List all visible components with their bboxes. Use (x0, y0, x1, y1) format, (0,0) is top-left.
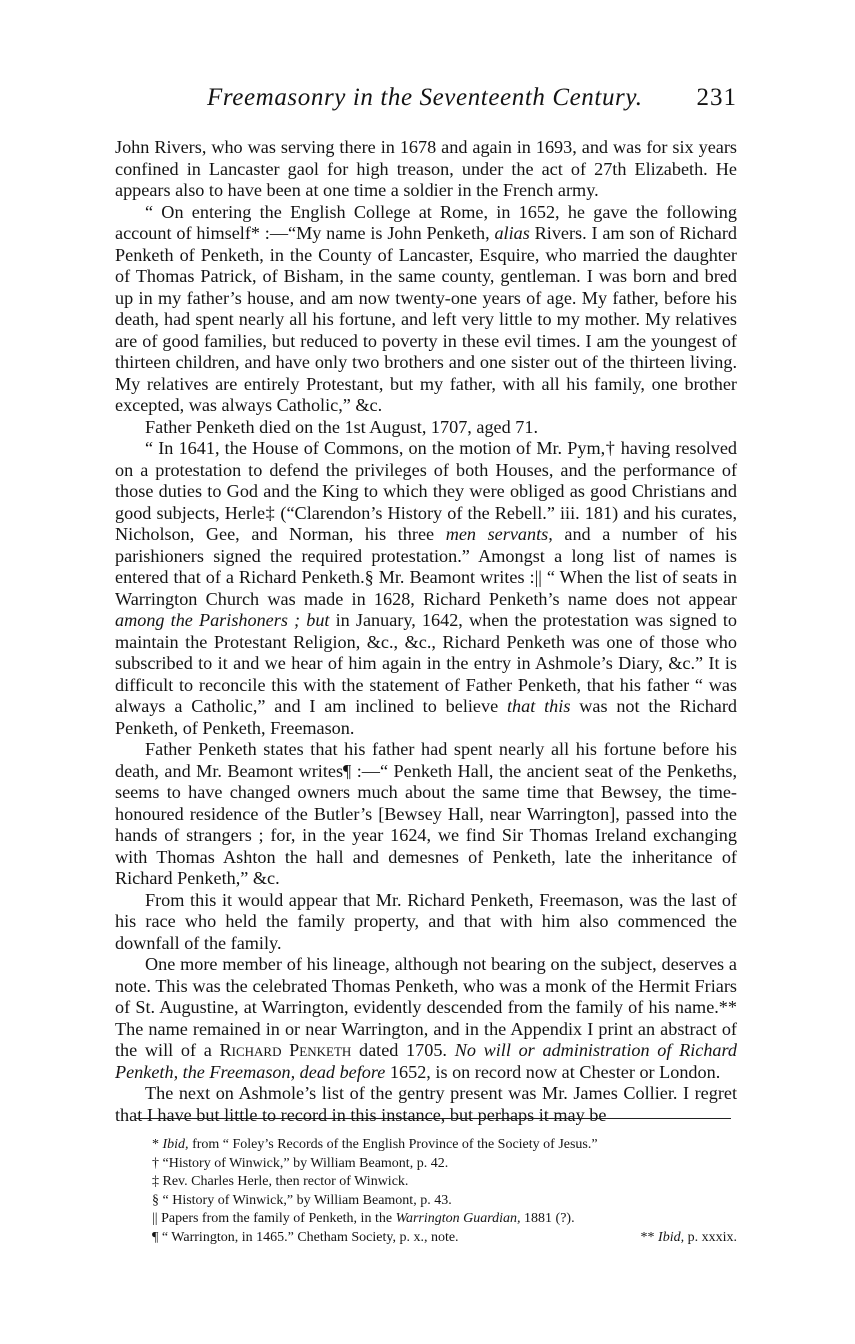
paragraph-8: The next on Ashmole’s list of the gentry present was Mr. James Collier. I regret that I have but little to record in this instance, but perhaps it may be (115, 1083, 737, 1125)
will-italic: No will or administration of Richard Penketh, the Freemason, dead before (115, 1040, 738, 1082)
alias-italic: alias (494, 223, 530, 243)
running-title: Freemasonry in the Seventeenth Century. (207, 84, 643, 111)
footnote-1: * Ibid, from “ Foley’s Records of the English Province of the Society of Jesus.” (152, 1137, 598, 1152)
paragraph-7: One more member of his lineage, although not bearing on the subject, deserves a note. This was the celebrated Thomas Penketh, who was a monk of the Hermit Friars of St. Augustine, at Warrington, evidently descended from the family of his name.** The name remained in or near Warrington, and in the Appendix I print an abstract of the will of a Richard Penketh dated 1705. No will or administration of Richard Penketh, the Freemason, dead before 1652, is on record now at Chester or London. (115, 954, 738, 1082)
footnote-3: ‡ Rev. Charles Herle, then rector of Winwick. (152, 1174, 409, 1190)
men-servants-italic: men servants, (445, 524, 553, 544)
footnote-rule (136, 1118, 731, 1119)
footnote-5: || Papers from the family of Penketh, in the Warrington Guardian, 1881 (?). (152, 1211, 575, 1227)
page-number: 231 (696, 84, 737, 111)
body-text (115, 137, 737, 1126)
page-header (115, 84, 737, 124)
footnote-4: § “ History of Winwick,” by William Beamont, p. 43. (152, 1192, 452, 1208)
parishioners-italic: among the Parishoners ; (115, 610, 301, 630)
paragraph-2: “ On entering the English College at Rome, in 1652, he gave the following account of himself* :—“My name is John Penketh, alias Rivers. I am son of Richard Penketh of Penketh, in the County of Lancaster, Esquire, who married the daughter of Thomas Patrick, of Bisham, in the same county, gentleman. I was born and bred up in my father’s house, and am now twenty-one years of age. My father, before his death, had spent nearly all his fortune, and left very little to my mother. My relatives are of good families, but reduced to poverty in these evil times. I am the youngest of thirteen children, and have only two brothers and one sister out of the thirteen living. My relatives are entirely Protestant, but my father, with all his family, one brother excepted, was always Catholic,” &c. (115, 201, 737, 415)
footnotes (152, 1136, 737, 1248)
paragraph-5: Father Penketh states that his father had spent nearly all his fortune before his death, and Mr. Beamont writes¶ :—“ Penketh Hall, the ancient seat of the Penkeths, seems to have changed owners much about the same time that Bewsey, the time-honoured residence of the Butler’s [Bewsey Hall, near Warrington], passed into the hands of strangers ; for, in the year 1624, we find Sir Thomas Ireland exchanging with Thomas Ashton the hall and demesnes of Penketh, late the inheritance of Richard Penketh,” &c. (115, 739, 737, 888)
paragraph-4: “ In 1641, the House of Commons, on the motion of Mr. Pym,† having resolved on a protestation to defend the privileges of both Houses, and the performance of those duties to God and the King to which they were obliged as good Christians and good subjects, Herle‡ (“Clarendon’s History of the Rebell.” iii. 181) and his curates, Nicholson, Gee, and Norman, his three men servants, and a number of his parishioners signed the required protestation.” Amongst a long list of names is entered that of a Richard Penketh.§ Mr. Beamont writes :|| “ When the list of seats in Warrington Church was made in 1628, Richard Penketh’s name does not appear among the Parishoners ; but in January, 1642, when the protestation was signed to maintain the Protestant Religion, &c., &c., Richard Penketh was one of those who subscribed to it and we hear of him again in the entry in Ashmole’s Diary, &c.” It is difficult to reconcile this with the statement of Father Penketh, that his father “ was always a Catholic,” and I am inclined to believe that this was not the Richard Penketh, of Penketh, Freemason. (115, 438, 738, 738)
paragraph-3: Father Penketh died on the 1st August, 1707, aged 71. (145, 416, 539, 437)
paragraph-1: John Rivers, who was serving there in 1678 and again in 1693, and was for six years confined in Lancaster gaol for high treason, under the act of 27th Elizabeth. He appears also to have been at one time a soldier in the French army. (115, 137, 737, 200)
that-this-italic: that this (507, 696, 571, 716)
footnote-6: ¶ “ Warrington, in 1465.” Chetham Society, p. x., note. ** Ibid, p. xxxix. (152, 1229, 737, 1245)
but-italic: but (306, 610, 330, 630)
paragraph-6: From this it would appear that Mr. Richard Penketh, Freemason, was the last of his race who held the family property, and that with him also commenced the downfall of the family. (115, 889, 737, 953)
richard-penketh-small-caps: Richard Penketh (219, 1040, 352, 1060)
footnote-2: † “History of Winwick,” by William Beamont, p. 42. (152, 1155, 449, 1171)
